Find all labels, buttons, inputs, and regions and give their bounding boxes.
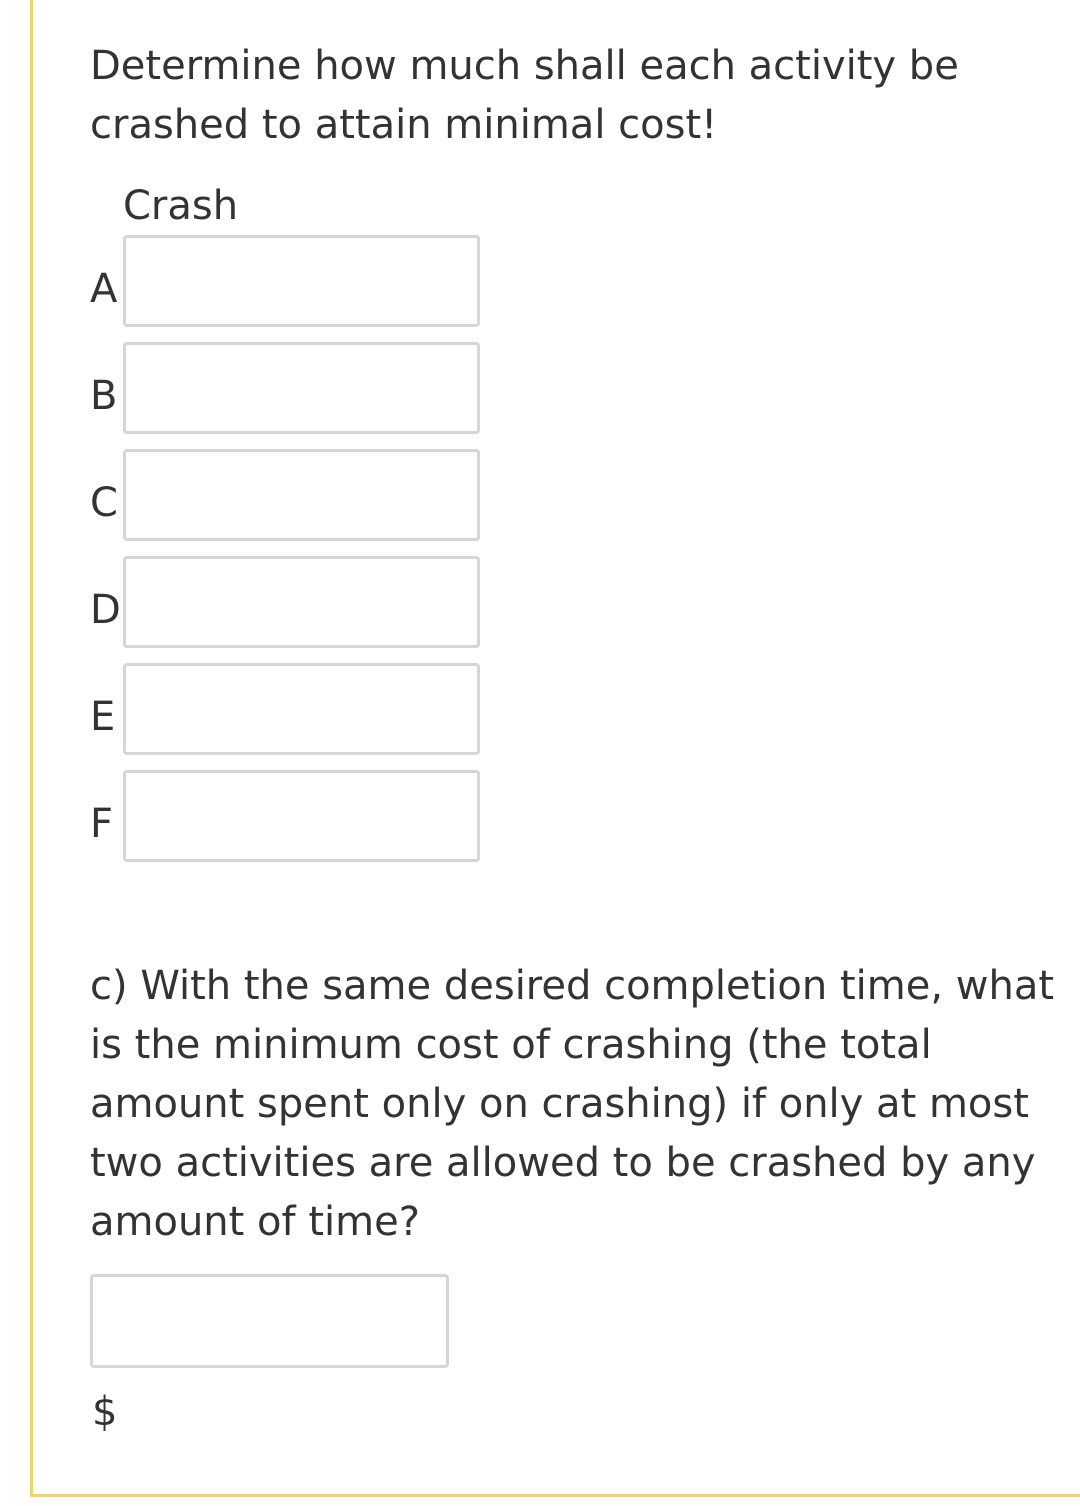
currency-symbol: $ (92, 1389, 118, 1435)
crash-input-f[interactable] (123, 770, 480, 862)
crash-input-a[interactable] (123, 235, 480, 327)
part-c-question-text: c) With the same desired completion time, what is the minimum cost of crashing (the total amount spent only on crashing) if only at most two activities are allowed to be crashed by any amount of time? (90, 963, 1055, 1245)
row-label-c: C (90, 480, 118, 526)
row-label-b: B (90, 373, 118, 419)
crash-input-c[interactable] (123, 449, 480, 541)
row-label-d: D (90, 587, 121, 633)
minimum-cost-input[interactable] (90, 1274, 449, 1368)
crash-input-e[interactable] (123, 663, 480, 755)
crash-input-d[interactable] (123, 556, 480, 648)
question-text: Determine how much shall each activity be crashed to attain minimal cost! (90, 43, 959, 148)
crash-input-b[interactable] (123, 342, 480, 434)
row-label-e: E (90, 694, 116, 740)
row-label-a: A (90, 266, 118, 312)
row-label-f: F (90, 801, 114, 847)
crash-column-header: Crash (123, 183, 239, 229)
